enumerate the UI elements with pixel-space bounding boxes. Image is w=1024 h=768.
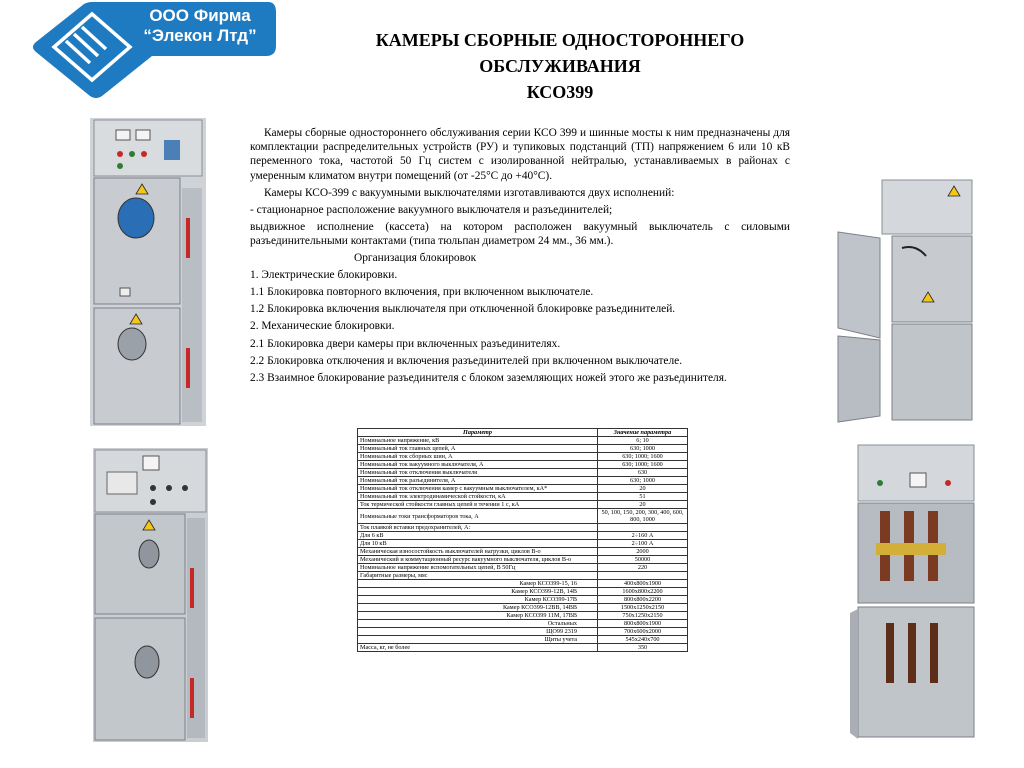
title-line-1: КАМЕРЫ СБОРНЫЕ ОДНОСТОРОННЕГО <box>375 30 745 50</box>
param-cell: Для 10 кВ <box>358 540 598 548</box>
table-row <box>358 580 688 588</box>
table-row <box>358 485 688 493</box>
dim-value-cell: 545х240х700 <box>598 636 688 644</box>
interlock-item: 2.3 Взаимное блокирование разъединителя с блоком заземляющих ножей этого же разъединителя. <box>250 372 727 385</box>
table-row <box>358 461 688 469</box>
table-row <box>358 524 688 532</box>
param-cell: Габаритные размеры, мм: <box>358 572 598 580</box>
value-cell: 6; 10 <box>598 437 688 445</box>
logo-line-1: ООО Фирма <box>149 6 251 25</box>
interlock-item: 2.2 Блокировка отключения и включения разъединителей при включенном выключателе. <box>250 354 683 367</box>
param-header: Параметр <box>358 429 598 437</box>
interlock-item: 2. Механические блокировки. <box>250 320 395 333</box>
table-row <box>358 445 688 453</box>
dim-value-cell: 1500х1250х2150 <box>598 604 688 612</box>
param-cell: Ток термической стойкости главных цепей в течении 1 с, кА <box>358 501 598 509</box>
table-row <box>358 572 688 580</box>
dim-param-cell: Камер КСО399-15, 16 <box>358 580 598 588</box>
value-header: Значение параметра <box>598 429 688 437</box>
mass-param-cell: Масса, кг, не более <box>358 644 598 652</box>
param-cell: Номинальный ток сборных шин, А <box>358 453 598 461</box>
cabinet-photo-left-bottom <box>93 448 208 742</box>
company-logo <box>32 0 276 98</box>
table-row <box>358 453 688 461</box>
dim-param-cell: Камер КСО399-12В, 14В <box>358 588 598 596</box>
mass-value-cell: 350 <box>598 644 688 652</box>
value-cell: 2000 <box>598 548 688 556</box>
value-cell <box>598 524 688 532</box>
value-cell: 630; 1000; 1600 <box>598 461 688 469</box>
cabinet-photo-right-bottom <box>850 443 976 741</box>
interlock-item: 1. Электрические блокировки. <box>250 268 398 281</box>
table-row <box>358 556 688 564</box>
table-row <box>358 493 688 501</box>
interlock-item: 2.1 Блокировка двери камеры при включенных разъединителях. <box>250 337 561 350</box>
param-cell: Ток плавкой вставки предохранителей, А: <box>358 524 598 532</box>
table-row <box>358 564 688 572</box>
dim-value-cell: 400х800х1900 <box>598 580 688 588</box>
value-cell: 2÷100 А <box>598 540 688 548</box>
value-cell: 51 <box>598 493 688 501</box>
value-cell: 220 <box>598 564 688 572</box>
value-cell: 630; 1000; 1600 <box>598 453 688 461</box>
dim-param-cell: Щиты учета <box>358 636 598 644</box>
param-cell: Номинальный ток отключения камер с вакуумным выключателем, кА* <box>358 485 598 493</box>
value-cell: 630; 1000 <box>598 445 688 453</box>
table-row <box>358 548 688 556</box>
stationary-version: - стационарное расположение вакуумного выключателя и разъединителей; <box>250 204 613 217</box>
param-cell: Номинальное напряжение, кВ <box>358 437 598 445</box>
dim-value-cell: 800х800х2200 <box>598 596 688 604</box>
dim-value-cell: 1600х800х2200 <box>598 588 688 596</box>
table-row <box>358 469 688 477</box>
dim-value-cell: 700х600х2000 <box>598 628 688 636</box>
dim-param-cell: Камер КСО399-12ВВ, 14ВВ <box>358 604 598 612</box>
value-cell: 50, 100, 150, 200, 300, 400, 600, 800, 1000 <box>598 509 688 524</box>
versions-paragraph: Камеры КСО-399 с вакуумными выключателями изготавливаются двух исполнений: <box>264 186 675 199</box>
param-cell: Номинальное напряжение вспомогательных цепей, В 50Гц <box>358 564 598 572</box>
description <box>250 126 790 385</box>
intro-paragraph: Камеры сборные одностороннего обслуживания серии КСО 399 и шинные мосты к ним предназначены для комплектации распределительных устройств (РУ) и тупиковых подстанций (ТП) напряжением 6 или 10 кВ переменного тока, частотой 50 Гц систем с изолированной нейтралью, устанавливаемых в районах с умеренным климатом внутри помещений (от -25°С до +40°С). <box>250 127 790 182</box>
table-row <box>358 612 688 620</box>
table-row <box>358 596 688 604</box>
logo-line-2: “Элекон Лтд” <box>143 26 257 45</box>
param-cell: Механическая износостойкость выключателей нагрузки, циклов В-о <box>358 548 598 556</box>
table-row <box>358 501 688 509</box>
value-cell: 630 <box>598 469 688 477</box>
table-row <box>358 628 688 636</box>
value-cell: 20 <box>598 485 688 493</box>
param-cell: Номинальный ток разъединителя, А <box>358 477 598 485</box>
value-cell: 50000 <box>598 556 688 564</box>
value-cell: 630; 1000 <box>598 477 688 485</box>
dim-param-cell: Камер КСО399 11М, 17ВВ <box>358 612 598 620</box>
dim-param-cell: Камер КСО399-17В <box>358 596 598 604</box>
table-row <box>358 644 688 652</box>
table-row <box>358 620 688 628</box>
table-row <box>358 532 688 540</box>
cabinet-photo-right-top <box>836 178 976 426</box>
param-cell: Номинальный ток вакуумного выключателя, А <box>358 461 598 469</box>
table-row <box>358 636 688 644</box>
table-header-row <box>358 429 688 437</box>
table-row <box>358 477 688 485</box>
interlock-item: 1.2 Блокировка включения выключателя при отключенной блокировке разъединителей. <box>250 303 676 316</box>
table-row <box>358 540 688 548</box>
specification-table <box>357 428 688 652</box>
table-row <box>358 509 688 524</box>
page-title <box>310 27 810 105</box>
title-line-3: КСО399 <box>526 82 594 102</box>
param-cell: Механический и коммутационный ресурс вакуумного выключателя, циклов В-о <box>358 556 598 564</box>
cabinet-photo-left-top <box>90 118 206 426</box>
value-cell: 20 <box>598 501 688 509</box>
dim-value-cell: 800х800х1900 <box>598 620 688 628</box>
dim-param-cell: Остальных <box>358 620 598 628</box>
value-cell: 2÷160 А <box>598 532 688 540</box>
dim-value-cell: 750х1250х2150 <box>598 612 688 620</box>
param-cell: Номинальный ток главных цепей, А <box>358 445 598 453</box>
param-cell: Для 6 кВ <box>358 532 598 540</box>
interlock-heading: Организация блокировок <box>354 251 477 264</box>
withdrawable-version: выдвижное исполнение (кассета) на котором расположен вакуумный выключатель с силовыми разъединительными контактами (типа тюльпан диаметром 24 мм., 36 мм.). <box>250 221 790 248</box>
table-row <box>358 437 688 445</box>
dim-param-cell: ЩО99 2319 <box>358 628 598 636</box>
param-cell: Номинальные токи трансформаторов тока, А <box>358 509 598 524</box>
value-cell <box>598 572 688 580</box>
title-line-2: ОБСЛУЖИВАНИЯ <box>479 56 641 76</box>
table-row <box>358 604 688 612</box>
param-cell: Номинальный ток отключения выключателя <box>358 469 598 477</box>
param-cell: Номинальный ток электродинамической стойкости, кА <box>358 493 598 501</box>
table-row <box>358 588 688 596</box>
interlock-item: 1.1 Блокировка повторного включения, при включенном выключателе. <box>250 286 594 299</box>
